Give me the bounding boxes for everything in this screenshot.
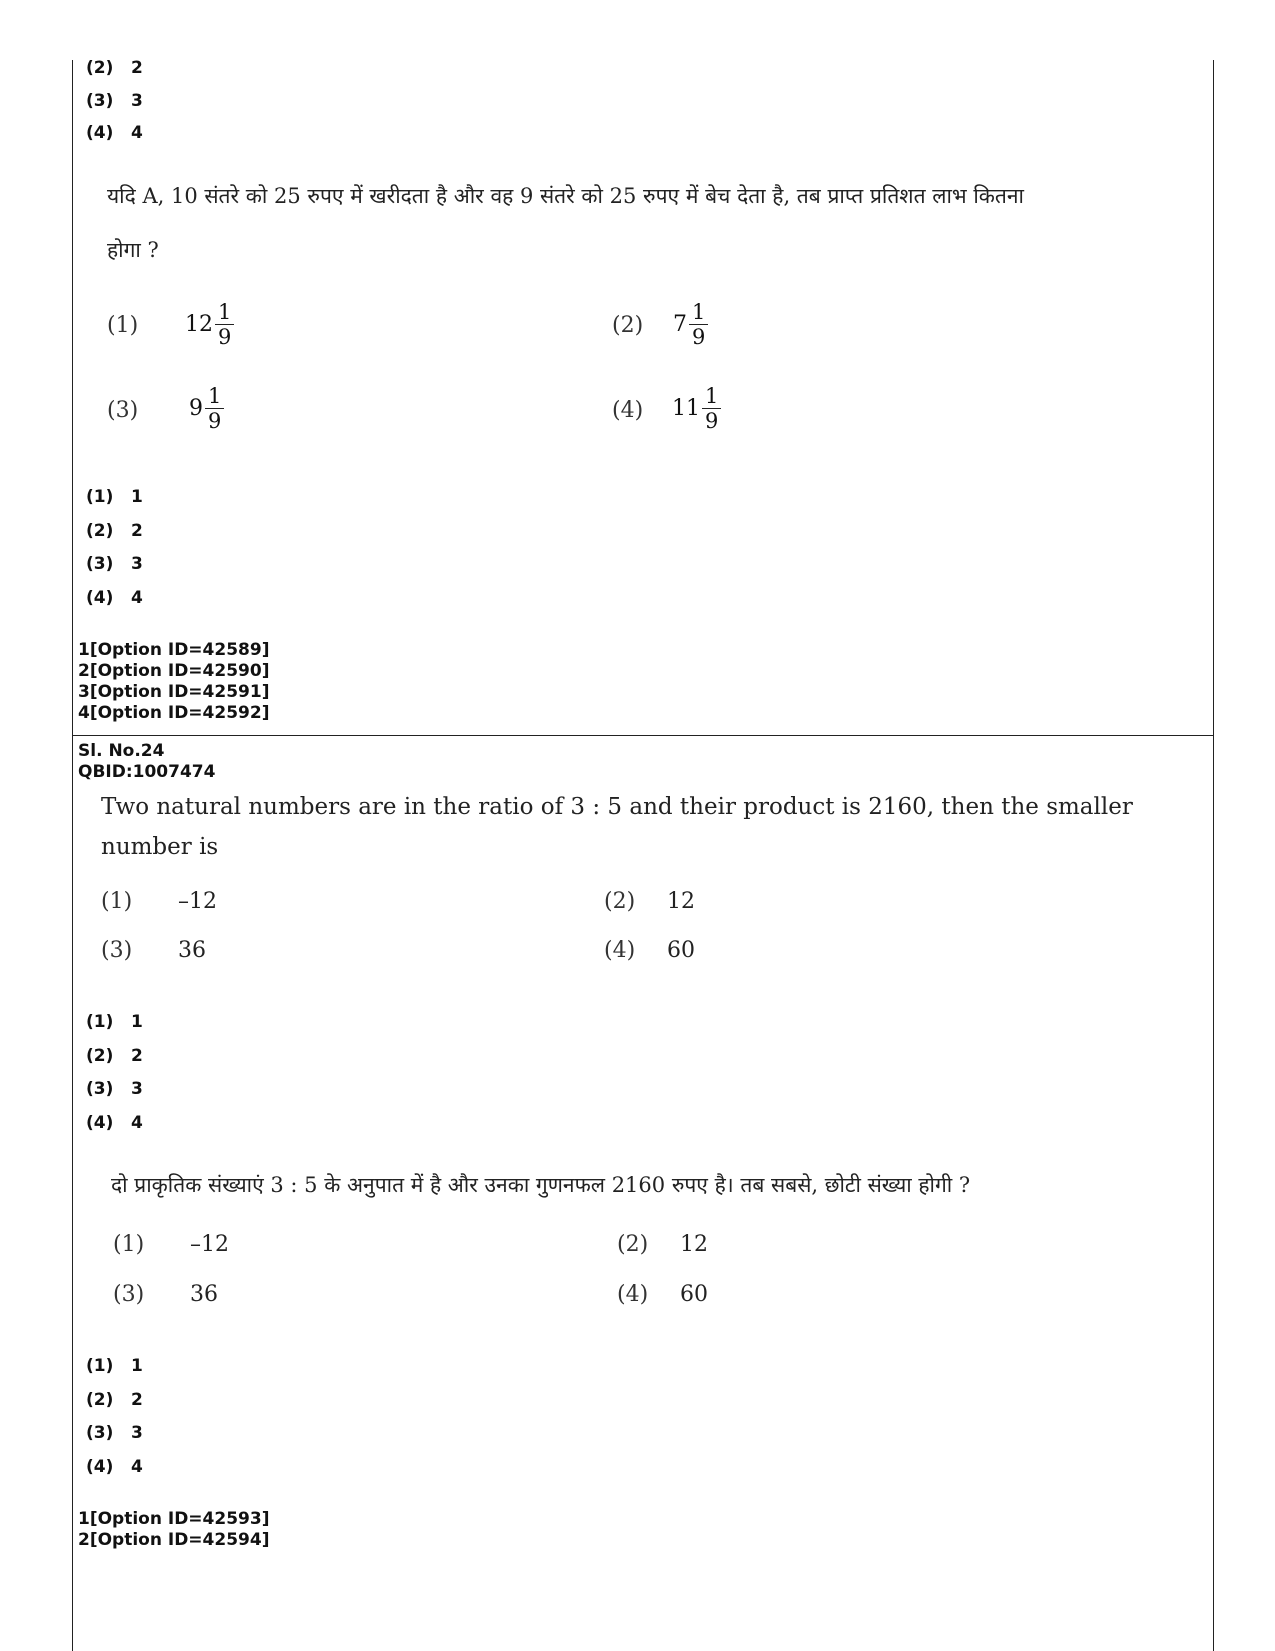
option-label: (1) — [101, 889, 133, 914]
answer-row: (1) 1 — [86, 1012, 143, 1032]
option-label: (4) — [604, 938, 636, 963]
answer-row: (2) 2 — [86, 521, 143, 541]
option-label: (2) — [604, 889, 636, 914]
option-value: –12 — [190, 1232, 229, 1257]
option-label: (4) — [612, 398, 644, 423]
option-label: (3) — [113, 1282, 145, 1307]
option-value: 60 — [667, 938, 695, 963]
option-id: 1[Option ID=42593] — [78, 1509, 270, 1529]
option-label: (1) — [107, 313, 139, 338]
answer-row: (3) 3 — [86, 91, 143, 111]
option-label: (4) — [617, 1282, 649, 1307]
option-id: 2[Option ID=42594] — [78, 1530, 270, 1550]
question-separator — [72, 735, 1214, 736]
option-id: 3[Option ID=42591] — [78, 682, 270, 702]
option-label: (1) — [113, 1232, 145, 1257]
option-id: 4[Option ID=42592] — [78, 703, 270, 723]
option-value: –12 — [178, 889, 217, 914]
answer-row: (3) 3 — [86, 554, 143, 574]
option-label: (3) — [107, 398, 139, 423]
answer-row: (2) 2 — [86, 1390, 143, 1410]
answer-row: (1) 1 — [86, 487, 143, 507]
option-value: 12 — [680, 1232, 708, 1257]
serial-number: Sl. No.24 — [78, 741, 165, 761]
option-label: (3) — [101, 938, 133, 963]
option-value: 36 — [178, 938, 206, 963]
answer-row: (4) 4 — [86, 1113, 143, 1133]
question-text-hindi-line2: होगा ? — [107, 238, 159, 262]
answer-row: (4) 4 — [86, 588, 143, 608]
answer-row: (4) 4 — [86, 123, 143, 143]
answer-row: (1) 1 — [86, 1356, 143, 1376]
option-label: (2) — [617, 1232, 649, 1257]
option-value: 36 — [190, 1282, 218, 1307]
option-value-fraction: 7 $\frac{1}{9}$ — [673, 300, 708, 349]
answer-row: (2) 2 — [86, 1046, 143, 1066]
page-frame — [72, 60, 1214, 1651]
option-label: (2) — [612, 313, 644, 338]
option-value-fraction: 12 $\frac{1}{9}$ — [185, 300, 234, 349]
question-text-hindi: दो प्राकृतिक संख्याएं 3 : 5 के अनुपात में है और उनका गुणनफल 2160 रुपए है। तब सबसे, छोटी संख्या होगी ? — [111, 1173, 971, 1197]
question-text-english-line2: number is — [101, 834, 219, 860]
option-id: 2[Option ID=42590] — [78, 661, 270, 681]
option-value: 12 — [667, 889, 695, 914]
answer-row: (2) 2 — [86, 58, 143, 78]
option-value: 60 — [680, 1282, 708, 1307]
option-value-fraction: 11 $\frac{1}{9}$ — [672, 384, 721, 433]
question-bank-id: QBID:1007474 — [78, 762, 216, 782]
option-value-fraction: 9 $\frac{1}{9}$ — [189, 384, 224, 433]
answer-row: (3) 3 — [86, 1423, 143, 1443]
question-text-hindi-line1: यदि A, 10 संतरे को 25 रुपए में खरीदता है और वह 9 संतरे को 25 रुपए में बेच देता है, तब प्राप्त प्रतिशत लाभ कितना — [107, 184, 1024, 208]
answer-row: (4) 4 — [86, 1457, 143, 1477]
question-text-english-line1: Two natural numbers are in the ratio of 3 : 5 and their product is 2160, then the smaller — [101, 794, 1133, 820]
option-id: 1[Option ID=42589] — [78, 640, 270, 660]
answer-row: (3) 3 — [86, 1079, 143, 1099]
